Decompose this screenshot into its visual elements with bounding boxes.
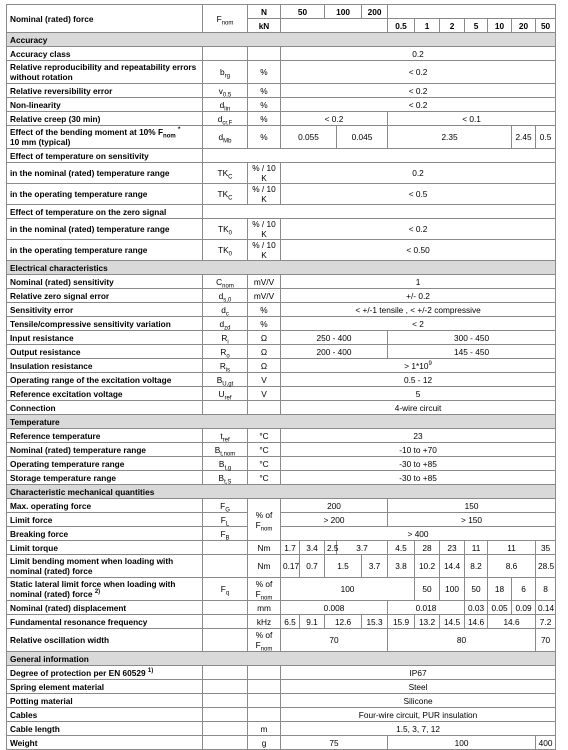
- row-symbol: $d_c$: [203, 303, 248, 317]
- table-row: [7, 555, 556, 578]
- row-value: 0.17: [281, 555, 300, 578]
- table-row: [7, 471, 556, 485]
- row-symbol: $d_{s,0}$: [203, 289, 248, 303]
- row-value: 6: [512, 578, 536, 601]
- row-label: Operating temperature range: [7, 457, 203, 471]
- row-label: Weight: [7, 736, 203, 750]
- row-value: 250 - 400: [281, 331, 388, 345]
- row-value: 23: [440, 541, 465, 555]
- row-label: Accuracy class: [7, 47, 203, 61]
- row-unit: % / 10 K: [248, 163, 281, 184]
- table-row: [7, 601, 556, 615]
- table-row: [7, 345, 556, 359]
- row-value: 1: [281, 275, 556, 289]
- row-unit: %: [248, 303, 281, 317]
- row-value: 3.7: [362, 555, 388, 578]
- header-kn-value: 50: [536, 19, 556, 33]
- row-value: > 400: [281, 527, 556, 541]
- row-label: Tensile/compressive sensitivity variation: [7, 317, 203, 331]
- row-unit: % / 10 K: [248, 240, 281, 261]
- row-unit: Ω: [248, 345, 281, 359]
- row-symbol: $B_{t,S}$: [203, 471, 248, 485]
- row-value: 75: [281, 736, 388, 750]
- row-value: 15.3: [362, 615, 388, 629]
- row-value: 0.2: [281, 47, 556, 61]
- table-row: [7, 240, 556, 261]
- row-label: Reference temperature: [7, 429, 203, 443]
- row-unit: % of $F_{nom}$: [248, 629, 281, 652]
- row-value: 0.5 - 12: [281, 373, 556, 387]
- header-unit-n: N: [248, 5, 281, 19]
- table-row: [7, 359, 556, 373]
- header-n-value: 200: [362, 5, 388, 19]
- row-value: 0.055: [281, 126, 337, 149]
- row-value: 50: [465, 578, 488, 601]
- row-value: 400: [536, 736, 556, 750]
- header-kn-value: 2: [440, 19, 465, 33]
- row-value: 3.8: [388, 555, 415, 578]
- row-unit: %: [248, 112, 281, 126]
- row-symbol: $TK_0$: [203, 219, 248, 240]
- spec-sheet: [6, 4, 555, 750]
- row-value: 6.5: [281, 615, 300, 629]
- row-label: Insulation resistance: [7, 359, 203, 373]
- header-kn-value: 1: [415, 19, 440, 33]
- row-unit: g: [248, 736, 281, 750]
- row-label: Relative zero signal error: [7, 289, 203, 303]
- row-value: 0.5: [536, 126, 556, 149]
- row-unit: Ω: [248, 331, 281, 345]
- row-symbol: $F_L$: [203, 513, 248, 527]
- row-symbol: $R_i$: [203, 331, 248, 345]
- row-value: 300 - 450: [388, 331, 556, 345]
- row-value: 28: [415, 541, 440, 555]
- row-symbol: $F_B$: [203, 527, 248, 541]
- table-row: [7, 387, 556, 401]
- row-label: Relative oscillation width: [7, 629, 203, 652]
- row-value: 4.5: [388, 541, 415, 555]
- table-row: [7, 457, 556, 471]
- row-unit: %: [248, 98, 281, 112]
- row-label: Breaking force: [7, 527, 203, 541]
- table-row: [7, 98, 556, 112]
- row-label: Limit force: [7, 513, 203, 527]
- table-row: [7, 429, 556, 443]
- row-unit: Nm: [248, 555, 281, 578]
- table-row: [7, 84, 556, 98]
- row-unit: % / 10 K: [248, 219, 281, 240]
- row-value: 11: [465, 541, 488, 555]
- header-blank: [281, 19, 388, 33]
- header-n-value: 50: [281, 5, 325, 19]
- row-label: Sensitivity error: [7, 303, 203, 317]
- row-unit: % / 10 K: [248, 184, 281, 205]
- row-label: Static lateral limit force when loading with nominal (rated) force $^{2)}$: [7, 578, 203, 601]
- row-value: -30 to +85: [281, 457, 556, 471]
- row-label: Relative reproducibility and repeatability errors without rotation: [7, 61, 203, 84]
- table-row: [7, 629, 556, 652]
- table-row: [7, 289, 556, 303]
- row-unit: % of $F_{nom}$: [248, 578, 281, 601]
- row-value: 50: [415, 578, 440, 601]
- row-value: < 0.2: [281, 112, 388, 126]
- row-value: 14.5: [440, 615, 465, 629]
- row-value: 18: [488, 578, 512, 601]
- row-value: 0.2: [281, 163, 556, 184]
- row-value: 3.4: [300, 541, 325, 555]
- header-n-value: 100: [325, 5, 362, 19]
- row-value: > 200: [281, 513, 388, 527]
- row-value: 145 - 450: [388, 345, 556, 359]
- row-value: 8.6: [488, 555, 536, 578]
- header-row-n: [7, 5, 556, 19]
- row-label: Connection: [7, 401, 203, 415]
- table-row: [7, 694, 556, 708]
- header-unit-kn: kN: [248, 19, 281, 33]
- row-value: 13.2: [415, 615, 440, 629]
- row-value: 11: [488, 541, 536, 555]
- row-value: < 2: [281, 317, 556, 331]
- table-row: [7, 275, 556, 289]
- table-row: [7, 499, 556, 513]
- row-label: in the nominal (rated) temperature range: [7, 163, 203, 184]
- row-unit: kHz: [248, 615, 281, 629]
- row-label: Input resistance: [7, 331, 203, 345]
- table-row: [7, 615, 556, 629]
- row-unit: %: [248, 84, 281, 98]
- section-header: Temperature: [7, 415, 556, 429]
- row-unit: V: [248, 387, 281, 401]
- row-unit: mV/V: [248, 289, 281, 303]
- table-row: [7, 578, 556, 601]
- row-value: 100: [440, 578, 465, 601]
- row-value: 100: [281, 578, 415, 601]
- row-value: 3.7: [337, 541, 388, 555]
- row-value: 0.008: [281, 601, 388, 615]
- row-value: 35: [536, 541, 556, 555]
- table-row: [7, 126, 556, 149]
- row-symbol: $B_{t,nom}$: [203, 443, 248, 457]
- row-label: Nominal (rated) sensitivity: [7, 275, 203, 289]
- row-symbol: $d_{lin}$: [203, 98, 248, 112]
- row-label: Output resistance: [7, 345, 203, 359]
- row-value: < +/-1 tensile , < +/-2 compressive: [281, 303, 556, 317]
- row-symbol: $C_{nom}$: [203, 275, 248, 289]
- row-value: Steel: [281, 680, 556, 694]
- row-value: 8.2: [465, 555, 488, 578]
- row-symbol: $U_{ref}$: [203, 387, 248, 401]
- header-kn-value: 20: [512, 19, 536, 33]
- row-symbol: $d_{cr,F}$: [203, 112, 248, 126]
- row-value: Four-wire circuit, PUR insulation: [281, 708, 556, 722]
- row-symbol: $b_{rg}$: [203, 61, 248, 84]
- row-value: 70: [536, 629, 556, 652]
- row-value: > $1*10^9$: [281, 359, 556, 373]
- table-row: [7, 163, 556, 184]
- row-unit: Nm: [248, 541, 281, 555]
- row-label: Reference excitation voltage: [7, 387, 203, 401]
- row-value: 14.6: [488, 615, 536, 629]
- row-value: 100: [388, 736, 536, 750]
- header-label: Nominal (rated) force: [7, 5, 203, 33]
- row-label: Max. operating force: [7, 499, 203, 513]
- row-symbol: $F_q$: [203, 578, 248, 601]
- row-label: Spring element material: [7, 680, 203, 694]
- row-value: 0.045: [337, 126, 388, 149]
- row-value: 2.5: [325, 541, 337, 555]
- header-kn-value: 0.5: [388, 19, 415, 33]
- row-value: 14.4: [440, 555, 465, 578]
- row-unit: %: [248, 126, 281, 149]
- row-unit: Ω: [248, 359, 281, 373]
- row-value: 200: [281, 499, 388, 513]
- row-value: 12.6: [325, 615, 362, 629]
- row-value: < 0.2: [281, 98, 556, 112]
- row-value: +/- 0.2: [281, 289, 556, 303]
- row-label: Cables: [7, 708, 203, 722]
- row-unit: °C: [248, 429, 281, 443]
- row-symbol: $TK_C$: [203, 163, 248, 184]
- row-unit: °C: [248, 471, 281, 485]
- table-row: [7, 541, 556, 555]
- row-value: 150: [388, 499, 556, 513]
- row-symbol: $d_{Mb}$: [203, 126, 248, 149]
- table-row: [7, 527, 556, 541]
- table-row: [7, 736, 556, 750]
- row-value: 0.14: [536, 601, 556, 615]
- row-symbol: $TK_C$: [203, 184, 248, 205]
- table-row: [7, 47, 556, 61]
- row-value: 23: [281, 429, 556, 443]
- table-row: [7, 112, 556, 126]
- row-symbol: $d_{zd}$: [203, 317, 248, 331]
- row-symbol: $t_{ref}$: [203, 429, 248, 443]
- row-value: < 0.1: [388, 112, 556, 126]
- row-unit: %: [248, 61, 281, 84]
- table-row: [7, 513, 556, 527]
- row-value: 7.2: [536, 615, 556, 629]
- table-row: [7, 219, 556, 240]
- row-unit: m: [248, 722, 281, 736]
- subsection-header: Effect of temperature on the zero signal: [7, 205, 556, 219]
- row-value: 0.05: [488, 601, 512, 615]
- row-value: 10.2: [415, 555, 440, 578]
- row-label: Relative creep (30 min): [7, 112, 203, 126]
- row-value: 0.03: [465, 601, 488, 615]
- row-symbol: $F_G$: [203, 499, 248, 513]
- row-value: < 0.5: [281, 184, 556, 205]
- row-value: < 0.2: [281, 84, 556, 98]
- row-unit: °C: [248, 443, 281, 457]
- row-value: 80: [388, 629, 536, 652]
- row-value: 2.35: [388, 126, 512, 149]
- row-label: Operating range of the excitation voltage: [7, 373, 203, 387]
- row-symbol: $R_{is}$: [203, 359, 248, 373]
- row-unit: mm: [248, 601, 281, 615]
- row-unit: %: [248, 317, 281, 331]
- row-label: Nominal (rated) temperature range: [7, 443, 203, 457]
- row-label: Limit torque: [7, 541, 203, 555]
- row-value: 1.5: [325, 555, 362, 578]
- table-row: [7, 708, 556, 722]
- row-value: < 0.50: [281, 240, 556, 261]
- section-header: Electrical characteristics: [7, 261, 556, 275]
- table-row: [7, 443, 556, 457]
- row-symbol: $TK_0$: [203, 240, 248, 261]
- row-label: Non-linearity: [7, 98, 203, 112]
- row-value: 5: [281, 387, 556, 401]
- row-label: Storage temperature range: [7, 471, 203, 485]
- row-symbol: $R_o$: [203, 345, 248, 359]
- row-value: 2.45: [512, 126, 536, 149]
- row-value: -30 to +85: [281, 471, 556, 485]
- table-row: [7, 317, 556, 331]
- row-label: Cable length: [7, 722, 203, 736]
- header-kn-value: 5: [465, 19, 488, 33]
- row-value: -10 to +70: [281, 443, 556, 457]
- section-header: General information: [7, 652, 556, 666]
- row-value: 1.5, 3, 7, 12: [281, 722, 556, 736]
- table-row: [7, 61, 556, 84]
- row-label: Effect of the bending moment at 10% $F_{nom}$ * 10 mm (typical): [7, 126, 203, 149]
- row-value: 1.7: [281, 541, 300, 555]
- table-row: [7, 331, 556, 345]
- row-unit: V: [248, 373, 281, 387]
- table-row: [7, 401, 556, 415]
- row-unit: °C: [248, 457, 281, 471]
- row-value: 15.9: [388, 615, 415, 629]
- table-row: [7, 722, 556, 736]
- row-value: < 0.2: [281, 219, 556, 240]
- row-unit: mV/V: [248, 275, 281, 289]
- row-value: < 0.2: [281, 61, 556, 84]
- table-row: [7, 666, 556, 680]
- row-value: 8: [536, 578, 556, 601]
- row-value: 0.09: [512, 601, 536, 615]
- table-row: [7, 373, 556, 387]
- row-value: 0.7: [300, 555, 325, 578]
- row-label: in the operating temperature range: [7, 184, 203, 205]
- row-value: Silicone: [281, 694, 556, 708]
- row-value: 0.018: [388, 601, 465, 615]
- row-symbol: $v_{0.5}$: [203, 84, 248, 98]
- row-label: in the operating temperature range: [7, 240, 203, 261]
- row-label: Potting material: [7, 694, 203, 708]
- row-unit: % of $F_{nom}$: [248, 499, 281, 541]
- row-value: 14.6: [465, 615, 488, 629]
- row-label: Fundamental resonance frequency: [7, 615, 203, 629]
- row-value: 28.5: [536, 555, 556, 578]
- row-label: in the nominal (rated) temperature range: [7, 219, 203, 240]
- section-header: Accuracy: [7, 33, 556, 47]
- row-symbol: $B_{U,gt}$: [203, 373, 248, 387]
- header-symbol: $F_{nom}$: [203, 5, 248, 33]
- row-symbol: $B_{t,g}$: [203, 457, 248, 471]
- specification-table: [6, 4, 556, 750]
- row-label: Nominal (rated) displacement: [7, 601, 203, 615]
- row-value: > 150: [388, 513, 556, 527]
- row-label: Limit bending moment when loading with nominal (rated) force: [7, 555, 203, 578]
- table-row: [7, 184, 556, 205]
- row-value: 4-wire circuit: [281, 401, 556, 415]
- row-label: Degree of protection per EN 60529 $^{1)}$: [7, 666, 203, 680]
- subsection-header: Effect of temperature on sensitivity: [7, 149, 556, 163]
- row-value: 9.1: [300, 615, 325, 629]
- row-value: 200 - 400: [281, 345, 388, 359]
- row-value: 70: [281, 629, 388, 652]
- header-blank: [388, 5, 556, 19]
- table-row: [7, 680, 556, 694]
- table-row: [7, 303, 556, 317]
- row-label: Relative reversibility error: [7, 84, 203, 98]
- row-value: IP67: [281, 666, 556, 680]
- section-header: Characteristic mechanical quantities: [7, 485, 556, 499]
- header-kn-value: 10: [488, 19, 512, 33]
